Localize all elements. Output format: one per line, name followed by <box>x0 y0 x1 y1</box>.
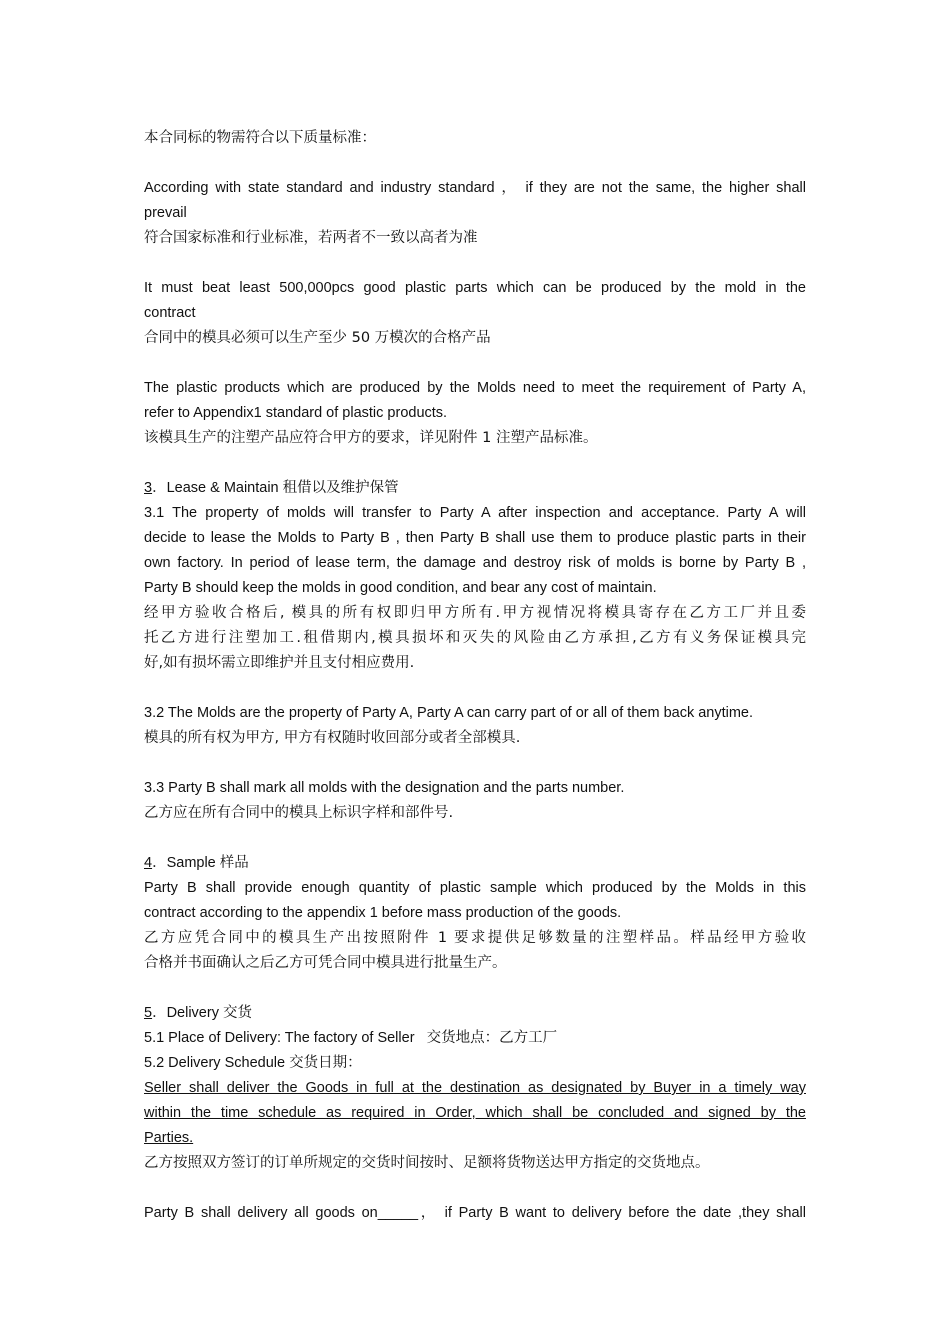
blank-line <box>144 451 806 476</box>
section-number: 3 <box>144 480 153 496</box>
paragraph-line: own factory. In period of lease term, the damage and destroy risk of molds is borne by Party B , <box>144 555 806 571</box>
paragraph-line: The plastic products which are produced by the Molds need to meet the requirement of Party A, <box>144 380 806 396</box>
paragraph-line: 本合同标的物需符合以下质量标准： <box>144 130 376 146</box>
blank-line <box>144 751 806 776</box>
paragraph-line: 好,如有损坏需立即维护并且支付相应费用. <box>144 655 415 671</box>
blank-line <box>144 1176 806 1201</box>
paragraph-line: 该模具生产的注塑产品应符合甲方的要求，详见附件 1 注塑产品标准。 <box>144 430 598 446</box>
blank-line <box>144 976 806 1001</box>
blank-line <box>144 826 806 851</box>
paragraph-line: 3.3 Party B shall mark all molds with the designation and the parts number. <box>144 780 625 796</box>
paragraph-line: 乙方应凭合同中的模具生产出按照附件 1 要求提供足够数量的注塑样品。样品经甲方验收 <box>144 930 806 946</box>
document-page <box>144 126 806 1226</box>
paragraph-line: It must beat least 500,000pcs good plastic parts which can be produced by the mold in the <box>144 280 806 296</box>
blank-line <box>144 676 806 701</box>
paragraph-line-underlined: Seller shall deliver the Goods in full at the destination as designated by Buyer in a timely way <box>144 1080 806 1096</box>
paragraph-line: 乙方应在所有合同中的模具上标识字样和部件号. <box>144 805 454 821</box>
paragraph-line: 模具的所有权为甲方, 甲方有权随时收回部分或者全部模具. <box>144 730 521 746</box>
blank-line <box>144 151 806 176</box>
paragraph-line: Party B should keep the molds in good condition, and bear any cost of maintain. <box>144 580 657 596</box>
paragraph-line: 5.1 Place of Delivery: The factory of Seller 交货地点：乙方工厂 <box>144 1030 558 1046</box>
paragraph-line: 乙方按照双方签订的订单所规定的交货时间按时、足额将货物送达甲方指定的交货地点。 <box>144 1155 710 1171</box>
section-title: ．Sample 样品 <box>152 855 249 871</box>
blank-line <box>144 351 806 376</box>
section-heading-4 <box>144 851 806 876</box>
paragraph-line: decide to lease the Molds to Party B , then Party B shall use them to produce plastic parts in their <box>144 530 806 546</box>
section-heading-5 <box>144 1001 806 1026</box>
paragraph-line: 合同中的模具必须可以生产至少 50 万模次的合格产品 <box>144 330 491 346</box>
paragraph-line: 3.1 The property of molds will transfer to Party A after inspection and acceptance. Party A will <box>144 505 806 521</box>
paragraph-line: 托乙方进行注塑加工.租借期内,模具损坏和灭失的风险由乙方承担,乙方有义务保证模具完 <box>144 630 806 646</box>
section-number: 4 <box>144 855 153 871</box>
section-title: ．Delivery 交货 <box>152 1005 252 1021</box>
paragraph-line: refer to Appendix1 standard of plastic products. <box>144 405 448 421</box>
paragraph-line: 符合国家标准和行业标准，若两者不一致以高者为准 <box>144 230 478 246</box>
section-heading-3 <box>144 476 806 501</box>
paragraph-line: prevail <box>144 205 187 221</box>
paragraph-line: 合格并书面确认之后乙方可凭合同中模具进行批量生产。 <box>144 955 507 971</box>
section-title: ．Lease & Maintain 租借以及维护保管 <box>152 480 399 496</box>
section-number: 5 <box>144 1005 153 1021</box>
paragraph-line: According with state standard and industry standard ， if they are not the same, the higher shall <box>144 180 806 196</box>
paragraph-line: Party B shall delivery all goods on_____， if Party B want to delivery before the date ,they shall <box>144 1205 806 1221</box>
paragraph-line: 5.2 Delivery Schedule 交货日期： <box>144 1055 362 1071</box>
paragraph-line: 经甲方验收合格后, 模具的所有权即归甲方所有.甲方视情况将模具寄存在乙方工厂并且委 <box>144 605 806 621</box>
paragraph-line: 3.2 The Molds are the property of Party A, Party A can carry part of or all of them back anytime. <box>144 705 754 721</box>
paragraph-line-underlined: within the time schedule as required in Order, which shall be concluded and signed by the <box>144 1105 806 1121</box>
paragraph-line: contract <box>144 305 196 321</box>
paragraph-line: Party B shall provide enough quantity of plastic sample which produced by the Molds in this <box>144 880 806 896</box>
paragraph-line-underlined: Parties. <box>144 1130 194 1146</box>
paragraph-line: contract according to the appendix 1 before mass production of the goods. <box>144 905 622 921</box>
blank-line <box>144 251 806 276</box>
